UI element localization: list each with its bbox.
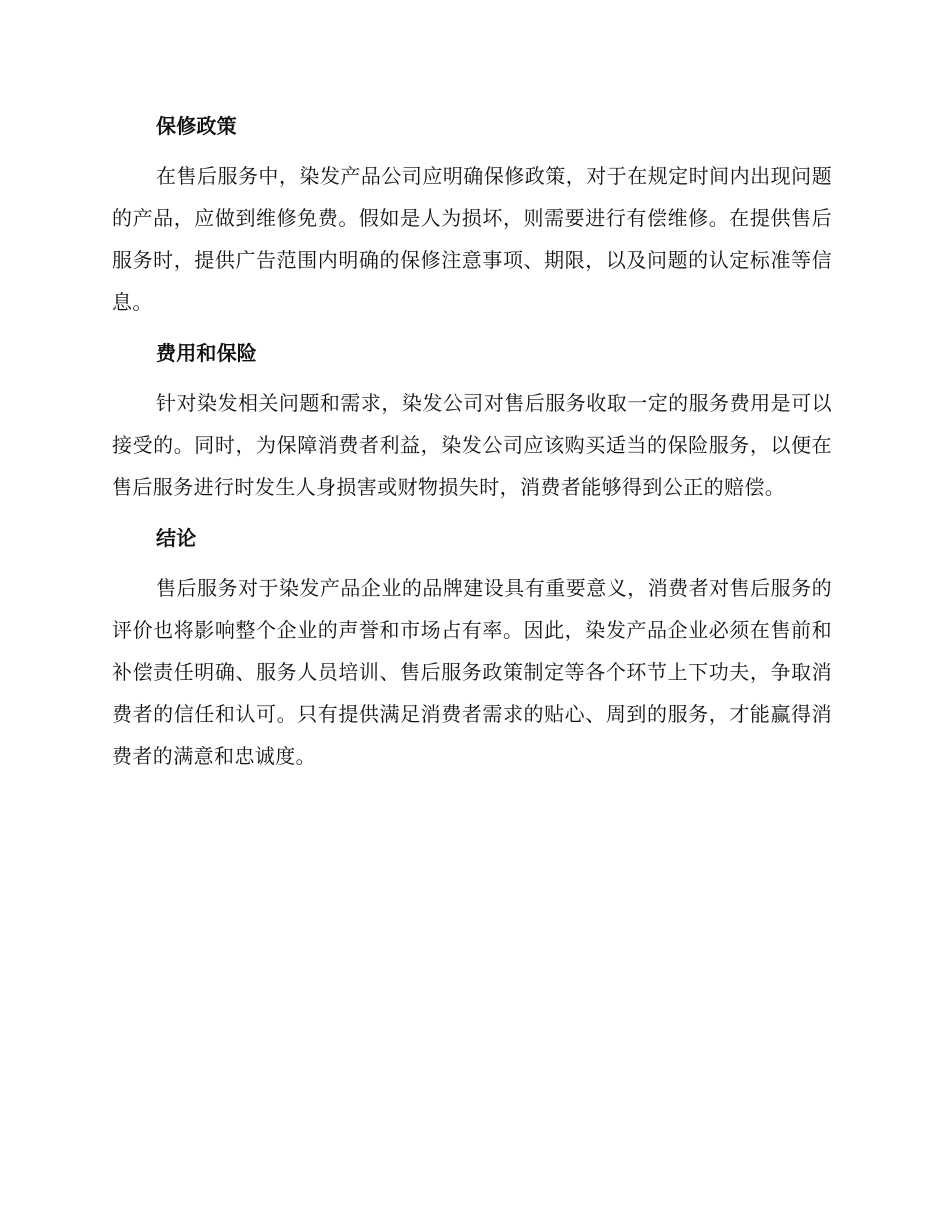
section-fees-insurance <box>112 335 832 508</box>
document-content <box>112 108 832 777</box>
section-heading: 费用和保险 <box>156 341 257 365</box>
section-conclusion <box>112 520 832 777</box>
section-paragraph: 在售后服务中，染发产品公司应明确保修政策，对于在规定时间内出现问题的产品，应做到维修免费。假如是人为损坏，则需要进行有偿维修。在提供售后服务时，提供广告范围内明确的保修注意事项、期限，以及问题的认定标准等信息。 <box>112 164 832 314</box>
section-paragraph: 售后服务对于染发产品企业的品牌建设具有重要意义，消费者对售后服务的评价也将影响整个企业的声誉和市场占有率。因此，染发产品企业必须在售前和补偿责任明确、服务人员培训、售后服务政策制定等各个环节上下功夫，争取消费者的信任和认可。只有提供满足消费者需求的贴心、周到的服务，才能赢得消费者的满意和忠诚度。 <box>112 576 832 768</box>
section-warranty-policy <box>112 108 832 323</box>
section-heading: 保修政策 <box>156 114 237 138</box>
section-paragraph: 针对染发相关问题和需求，染发公司对售后服务收取一定的服务费用是可以接受的。同时，为保障消费者利益，染发公司应该购买适当的保险服务，以便在售后服务进行时发生人身损害或财物损失时，消费者能够得到公正的赔偿。 <box>112 391 832 499</box>
section-heading: 结论 <box>156 526 197 550</box>
